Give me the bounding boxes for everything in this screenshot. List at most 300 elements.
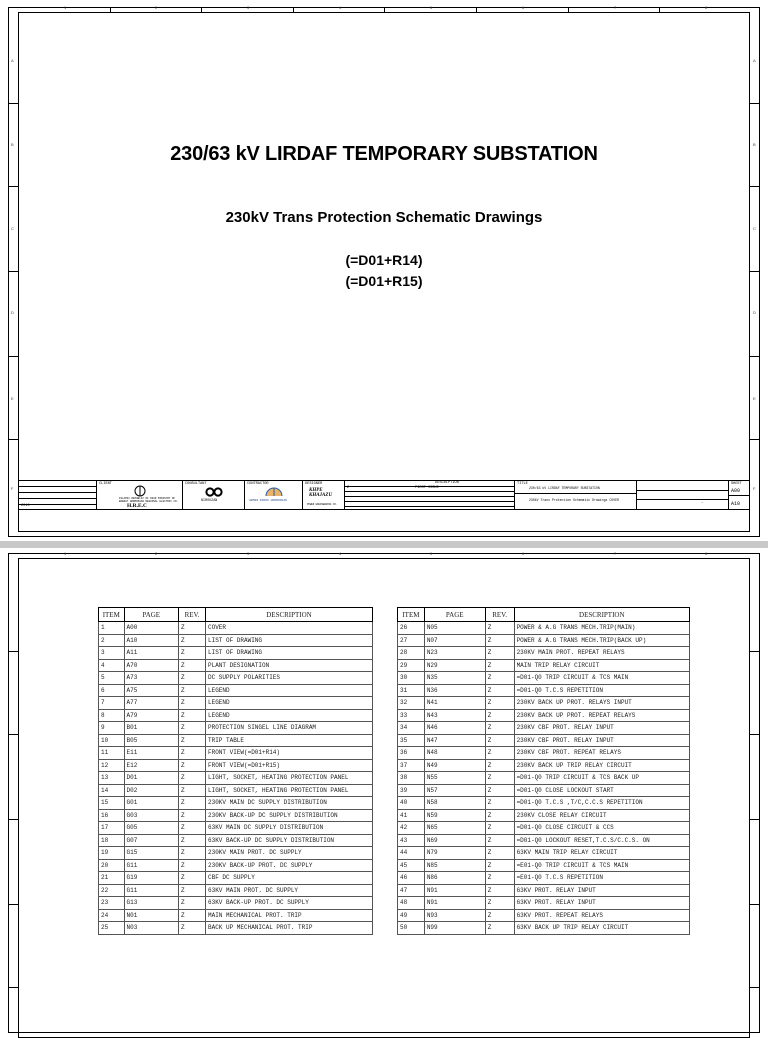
table-row — [398, 659, 690, 672]
row-letter: F — [11, 486, 14, 491]
page-cell: B01 — [124, 722, 179, 735]
row-letter: E — [11, 396, 14, 401]
table-row — [99, 772, 373, 785]
rev-cell: Z — [485, 747, 514, 760]
item-cell: 10 — [99, 734, 125, 747]
rev-value: Z — [347, 486, 350, 490]
item-cell: 21 — [99, 872, 125, 885]
consultant-name: NIROUZAN — [201, 499, 218, 503]
rev-cell: Z — [485, 884, 514, 897]
header-rev: REV. — [179, 608, 206, 622]
rev-cell: Z — [179, 747, 206, 760]
description-cell: LEGEND — [206, 684, 373, 697]
rev-cell: Z — [485, 909, 514, 922]
item-cell: 20 — [99, 859, 125, 872]
page-cell: N29 — [424, 659, 485, 672]
table-row — [398, 922, 690, 935]
item-cell: 15 — [99, 797, 125, 810]
row-letter: D — [753, 310, 756, 315]
table-row — [398, 722, 690, 735]
description-cell: 63KV PROT. REPEAT RELAYS — [514, 909, 689, 922]
description-cell: FRONT VIEW(=D01+R15) — [206, 759, 373, 772]
item-cell: 24 — [99, 909, 125, 922]
description-cell: 230KV BACK-UP DC SUPPLY DISTRIBUTION — [206, 809, 373, 822]
item-cell: 22 — [99, 884, 125, 897]
item-cell: 3 — [99, 647, 125, 660]
zone-number: 4 — [339, 5, 342, 10]
rev-cell: Z — [485, 722, 514, 735]
description-cell: 230KV BACK UP TRIP RELAY CIRCUIT — [514, 759, 689, 772]
page-cell: G01 — [124, 797, 179, 810]
description-cell: 230KV CBF PROT. RELAY INPUT — [514, 734, 689, 747]
rev-cell: Z — [179, 834, 206, 847]
description-cell: MAIN TRIP RELAY CIRCUIT — [514, 659, 689, 672]
rev-cell: Z — [485, 634, 514, 647]
table-row — [398, 834, 690, 847]
description-value: FIRST ISSUE — [415, 486, 439, 490]
item-cell: 12 — [99, 759, 125, 772]
rev-cell: Z — [179, 672, 206, 685]
description-cell: =E01-Q0 T.C.S REPETITION — [514, 872, 689, 885]
consultant-logo-icon — [205, 487, 223, 497]
item-cell: 7 — [99, 697, 125, 710]
description-cell: 63KV MAIN DC SUPPLY DISTRIBUTION — [206, 822, 373, 835]
header-page: PAGE — [424, 608, 485, 622]
description-cell: 230KV BACK-UP PROT. DC SUPPLY — [206, 859, 373, 872]
item-cell: 9 — [99, 722, 125, 735]
item-cell: 30 — [398, 672, 425, 685]
page-cell: N69 — [424, 834, 485, 847]
item-cell: 40 — [398, 797, 425, 810]
item-cell: 36 — [398, 747, 425, 760]
table-row — [398, 697, 690, 710]
rev-cell: Z — [485, 872, 514, 885]
table-row — [398, 784, 690, 797]
header-item: ITEM — [99, 608, 125, 622]
table-row — [398, 684, 690, 697]
rev-cell: Z — [179, 847, 206, 860]
table-row — [398, 884, 690, 897]
sheet-value: A00 — [731, 488, 741, 494]
rev-cell: Z — [179, 759, 206, 772]
contractor-name: ARMAN NIROO HORMOZGAN — [249, 499, 287, 502]
table-row — [99, 847, 373, 860]
client-block — [97, 481, 183, 509]
page-cell: N49 — [424, 759, 485, 772]
zone-number: 1 — [64, 5, 67, 10]
page-cell: N58 — [424, 797, 485, 810]
description-cell: LEGEND — [206, 697, 373, 710]
table-row — [99, 822, 373, 835]
rev-cell: Z — [179, 684, 206, 697]
table-row — [99, 884, 373, 897]
rev-cell: Z — [485, 772, 514, 785]
table-row — [99, 897, 373, 910]
rev-cell: Z — [179, 884, 206, 897]
description-cell: 230KV CLOSE RELAY CIRCUIT — [514, 809, 689, 822]
page-cell: A79 — [124, 709, 179, 722]
item-cell: 50 — [398, 922, 425, 935]
rev-cell: Z — [179, 697, 206, 710]
scale-dash: – — [701, 501, 704, 505]
rev-cell: Z — [179, 722, 206, 735]
item-cell: 14 — [99, 784, 125, 797]
table-row — [398, 734, 690, 747]
page-cell: N65 — [424, 822, 485, 835]
page-cell: N93 — [424, 909, 485, 922]
project-label: TITLE — [517, 482, 528, 486]
table-row — [398, 872, 690, 885]
table-row — [99, 709, 373, 722]
rev-cell: Z — [485, 647, 514, 660]
description-label: DESCRIPTION — [435, 481, 459, 485]
item-cell: 41 — [398, 809, 425, 822]
rev-cell: Z — [179, 634, 206, 647]
header-item: ITEM — [398, 608, 425, 622]
page-cell: E11 — [124, 747, 179, 760]
item-cell: 45 — [398, 859, 425, 872]
rev-cell: Z — [179, 859, 206, 872]
zone-number: 2 — [155, 551, 158, 556]
rev-cell: Z — [485, 659, 514, 672]
cover-title: 230/63 kV LIRDAF TEMPORARY SUBSTATION — [170, 143, 598, 165]
description-cell: 63KV BACK-UP PROT. DC SUPPLY — [206, 897, 373, 910]
page-cell: N86 — [424, 872, 485, 885]
table-row — [398, 772, 690, 785]
next-sheet-value: A10 — [731, 501, 741, 507]
table-row — [99, 672, 373, 685]
table-row — [398, 647, 690, 660]
page-cell: N48 — [424, 747, 485, 760]
item-cell: 49 — [398, 909, 425, 922]
table-row — [398, 797, 690, 810]
rev-cell: Z — [179, 734, 206, 747]
zone-number: 3 — [247, 5, 250, 10]
rev-cell: Z — [485, 684, 514, 697]
table-row — [398, 709, 690, 722]
page-cell: B05 — [124, 734, 179, 747]
consultant-label: CONSULTANT — [185, 482, 207, 486]
description-cell: LIGHT, SOCKET, HEATING PROTECTION PANEL — [206, 784, 373, 797]
item-cell: 26 — [398, 622, 425, 635]
zone-number: 6 — [522, 5, 525, 10]
row-letter: C — [753, 226, 756, 231]
page-cell: A11 — [124, 647, 179, 660]
client-abbr: H.R.E.C — [127, 503, 148, 509]
page-cell: G05 — [124, 822, 179, 835]
item-cell: 2 — [99, 634, 125, 647]
item-cell: 16 — [99, 809, 125, 822]
table-row — [99, 759, 373, 772]
page-cell: N07 — [424, 634, 485, 647]
page-cell: N55 — [424, 772, 485, 785]
panel-code-1: (=D01+R14) — [345, 252, 423, 268]
description-cell: 63KV MAIN TRIP RELAY CIRCUIT — [514, 847, 689, 860]
item-cell: 46 — [398, 872, 425, 885]
table-row — [99, 834, 373, 847]
rev-cell: Z — [485, 847, 514, 860]
table-row — [99, 734, 373, 747]
designer-name: KHPE KHAJAZU — [309, 488, 333, 498]
table-row — [398, 809, 690, 822]
table-row — [398, 909, 690, 922]
page-cell: A77 — [124, 697, 179, 710]
drawing-title-block — [515, 481, 637, 509]
description-cell: 230KV MAIN PROT. REPEAT RELAYS — [514, 647, 689, 660]
page-cell: A75 — [124, 684, 179, 697]
page-cell: N59 — [424, 809, 485, 822]
client-label: CLIENT — [99, 482, 112, 486]
table-row — [398, 622, 690, 635]
row-letter: F — [753, 486, 756, 491]
description-cell: =D01-Q0 CLOSE LOCKOUT START — [514, 784, 689, 797]
item-cell: 19 — [99, 847, 125, 860]
table-row — [99, 684, 373, 697]
page-cell: N91 — [424, 897, 485, 910]
page-cell: N05 — [424, 622, 485, 635]
rev-cell: Z — [485, 759, 514, 772]
description-cell: LIGHT, SOCKET, HEATING PROTECTION PANEL — [206, 772, 373, 785]
page-cell: A10 — [124, 634, 179, 647]
item-cell: 33 — [398, 709, 425, 722]
table-row — [99, 634, 373, 647]
table-row — [99, 697, 373, 710]
table-row — [99, 722, 373, 735]
row-letter: E — [753, 396, 756, 401]
row-letter: B — [11, 142, 14, 147]
rev-cell: Z — [179, 822, 206, 835]
description-cell: TRIP TABLE — [206, 734, 373, 747]
table-row — [99, 659, 373, 672]
page-cell: N91 — [424, 884, 485, 897]
designer-label: DESIGNER — [305, 482, 323, 486]
rev-cell: Z — [485, 809, 514, 822]
rev-cell: Z — [485, 697, 514, 710]
description-cell: 63KV BACK UP TRIP RELAY CIRCUIT — [514, 922, 689, 935]
cover-subtitle: 230kV Trans Protection Schematic Drawings — [225, 209, 543, 226]
zone-number: 8 — [705, 551, 708, 556]
table-row — [99, 909, 373, 922]
item-cell: 43 — [398, 834, 425, 847]
item-cell: 38 — [398, 772, 425, 785]
header-page: PAGE — [124, 608, 179, 622]
page-cell: G03 — [124, 809, 179, 822]
description-cell: 230KV MAIN PROT. DC SUPPLY — [206, 847, 373, 860]
rev-cell: Z — [485, 784, 514, 797]
item-cell: 42 — [398, 822, 425, 835]
table-row — [398, 759, 690, 772]
contractor-logo-icon — [264, 485, 284, 497]
table-row — [398, 897, 690, 910]
rev-cell: Z — [179, 709, 206, 722]
description-cell: 63KV MAIN PROT. DC SUPPLY — [206, 884, 373, 897]
table-row — [99, 872, 373, 885]
page-cell: N41 — [424, 697, 485, 710]
rev-cell: Z — [179, 897, 206, 910]
revision-block — [345, 481, 515, 509]
rev-cell: Z — [179, 809, 206, 822]
item-cell: 35 — [398, 734, 425, 747]
item-cell: 28 — [398, 647, 425, 660]
zone-number: 6 — [522, 551, 525, 556]
page-cell: N35 — [424, 672, 485, 685]
rev-cell: Z — [485, 834, 514, 847]
page-cell: A73 — [124, 672, 179, 685]
table-row — [99, 922, 373, 935]
page-cell: N43 — [424, 709, 485, 722]
rev-cell: Z — [485, 922, 514, 935]
item-cell: 17 — [99, 822, 125, 835]
table-row — [99, 622, 373, 635]
rev-cell: Z — [485, 622, 514, 635]
description-cell: 230KV MAIN DC SUPPLY DISTRIBUTION — [206, 797, 373, 810]
sheet-label: SHEET — [731, 482, 742, 486]
description-cell: POWER & A.G TRANS MECH.TRIP(BACK UP) — [514, 634, 689, 647]
zone-number: 1 — [64, 551, 67, 556]
table-row — [398, 847, 690, 860]
header-rev: REV. — [485, 608, 514, 622]
header-description: DESCRIPTION — [514, 608, 689, 622]
item-cell: 1 — [99, 622, 125, 635]
item-cell: 6 — [99, 684, 125, 697]
page-cell: N57 — [424, 784, 485, 797]
project-value: 230/63 kV LIRDAF TEMPORARY SUBSTATION — [529, 486, 600, 490]
rev-cell: Z — [179, 659, 206, 672]
row-letter: A — [753, 58, 756, 63]
sheet-block — [729, 481, 749, 509]
table-row — [99, 797, 373, 810]
table-row — [398, 747, 690, 760]
zone-number: 3 — [247, 551, 250, 556]
client-logo-icon — [133, 485, 147, 497]
rev-cell: Z — [179, 622, 206, 635]
item-cell: 32 — [398, 697, 425, 710]
item-cell: 34 — [398, 722, 425, 735]
zone-number: 2 — [155, 5, 158, 10]
description-cell: =D01-Q0 T.C.S REPETITION — [514, 684, 689, 697]
rev-cell: Z — [179, 909, 206, 922]
row-letter: D — [11, 310, 14, 315]
list-of-drawing-sheet — [0, 548, 768, 1024]
rev-cell: Z — [179, 872, 206, 885]
designer-block — [303, 481, 345, 509]
table-row — [99, 647, 373, 660]
description-cell: =D01-Q0 T.C.S ,T/C,C.C.S REPETITION — [514, 797, 689, 810]
header-description: DESCRIPTION — [206, 608, 373, 622]
client-name: ISLAMIC REPUBLIC OF IRAN MINISTRY OF ENERGY HORMOZGAN REGIONAL ELECTRIC CO. — [119, 497, 179, 503]
description-cell: PLANT DESIGNATION — [206, 659, 373, 672]
item-cell: 23 — [99, 897, 125, 910]
table-row — [398, 822, 690, 835]
page-cell: G11 — [124, 884, 179, 897]
item-cell: 13 — [99, 772, 125, 785]
table-row — [99, 859, 373, 872]
item-cell: 25 — [99, 922, 125, 935]
table-row — [99, 784, 373, 797]
page-cell: N36 — [424, 684, 485, 697]
description-cell: PROTECTION SINGEL LINE DIAGRAM — [206, 722, 373, 735]
drawing-index-table-left — [98, 607, 373, 935]
designer-sub: POWER ENGINEERING CO. — [307, 503, 338, 506]
drawing-index-table-right — [397, 607, 690, 935]
table-row — [99, 747, 373, 760]
signature-block — [19, 481, 97, 509]
page-cell: N47 — [424, 734, 485, 747]
row-letter: A — [11, 58, 14, 63]
description-cell: COVER — [206, 622, 373, 635]
item-cell: 11 — [99, 747, 125, 760]
rev-cell: Z — [485, 797, 514, 810]
item-cell: 4 — [99, 659, 125, 672]
zone-number: 4 — [339, 551, 342, 556]
rev-cell: Z — [485, 672, 514, 685]
reference-block — [637, 481, 729, 509]
item-cell: 39 — [398, 784, 425, 797]
description-cell: LIST OF DRAWING — [206, 647, 373, 660]
table-row — [398, 859, 690, 872]
item-cell: 8 — [99, 709, 125, 722]
rev-cell: Z — [485, 822, 514, 835]
table-row — [398, 634, 690, 647]
row-letter: B — [753, 142, 756, 147]
title-block — [18, 480, 750, 510]
description-cell: POWER & A.G TRANS MECH.TRIP(MAIN) — [514, 622, 689, 635]
description-cell: =E01-Q0 TRIP CIRCUIT & TCS MAIN — [514, 859, 689, 872]
description-cell: FRONT VIEW(=D01+R14) — [206, 747, 373, 760]
description-cell: 63KV PROT. RELAY INPUT — [514, 884, 689, 897]
page-cell: G13 — [124, 897, 179, 910]
rev-cell: Z — [179, 772, 206, 785]
description-cell: =D01-Q0 TRIP CIRCUIT & TCS BACK UP — [514, 772, 689, 785]
description-cell: LEGEND — [206, 709, 373, 722]
item-cell: 18 — [99, 834, 125, 847]
page-cell: G19 — [124, 872, 179, 885]
item-cell: 31 — [398, 684, 425, 697]
page-separator — [0, 541, 768, 548]
inner-border — [18, 12, 750, 532]
row-letter: C — [11, 226, 14, 231]
page-cell: G15 — [124, 847, 179, 860]
rev-cell: Z — [179, 784, 206, 797]
description-cell: MAIN MECHANICAL PROT. TRIP — [206, 909, 373, 922]
page-cell: A00 — [124, 622, 179, 635]
page-cell: N23 — [424, 647, 485, 660]
panel-code-2: (=D01+R15) — [345, 273, 423, 289]
date-value: 2010 — [21, 504, 30, 508]
page-cell: N01 — [124, 909, 179, 922]
page-cell: D01 — [124, 772, 179, 785]
item-cell: 48 — [398, 897, 425, 910]
rev-cell: Z — [179, 922, 206, 935]
description-cell: 230KV CBF PROT. REPEAT RELAYS — [514, 747, 689, 760]
description-cell: 230KV CBF PROT. RELAY INPUT — [514, 722, 689, 735]
zone-number: 7 — [614, 5, 617, 10]
description-cell: 63KV PROT. RELAY INPUT — [514, 897, 689, 910]
page-cell: N99 — [424, 922, 485, 935]
page-cell: N79 — [424, 847, 485, 860]
description-cell: =D01-Q0 CLOSE CIRCUIT & CCS — [514, 822, 689, 835]
rev-cell: Z — [179, 647, 206, 660]
description-cell: 63KV BACK-UP DC SUPPLY DISTRIBUTION — [206, 834, 373, 847]
rev-cell: Z — [179, 797, 206, 810]
item-cell: 29 — [398, 659, 425, 672]
consultant-block — [183, 481, 245, 509]
zone-number: 5 — [430, 5, 433, 10]
page-cell: D02 — [124, 784, 179, 797]
item-cell: 27 — [398, 634, 425, 647]
contractor-block — [245, 481, 303, 509]
description-cell: CBF DC SUPPLY — [206, 872, 373, 885]
